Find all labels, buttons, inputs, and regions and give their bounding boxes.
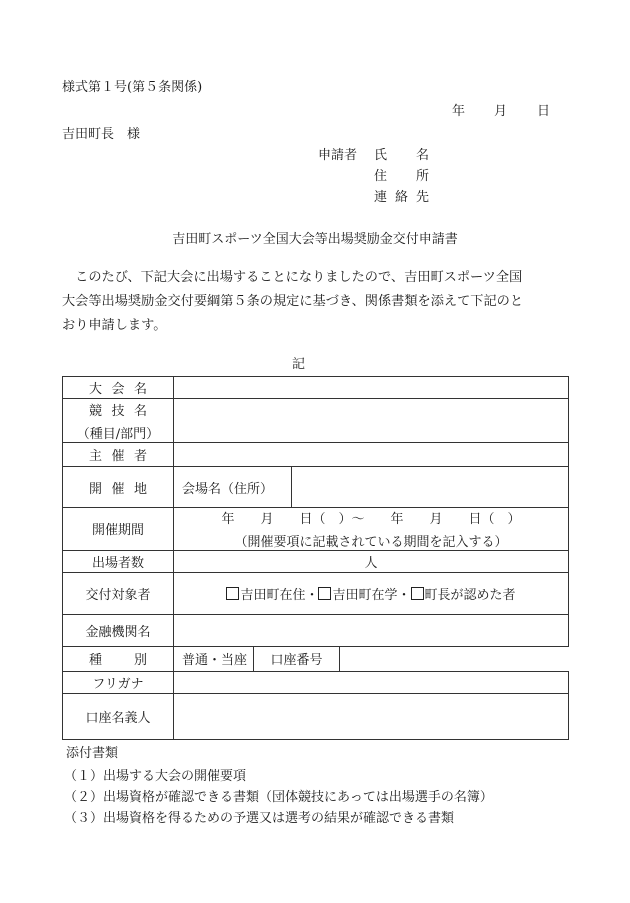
form-number: 様式第１号(第５条関係)	[62, 80, 203, 95]
row-organizer	[63, 443, 569, 467]
account-holder-field[interactable]	[174, 693, 569, 739]
contact-label-3: 先	[416, 190, 430, 205]
venue-address-field[interactable]	[292, 467, 569, 507]
name-label-1: 氏	[374, 148, 388, 163]
organizer-label: 主 催 者	[63, 443, 174, 467]
ki-label: 記	[292, 357, 306, 372]
row-target	[63, 573, 569, 615]
target-label: 交付対象者	[63, 573, 174, 615]
account-number-field[interactable]	[340, 647, 569, 671]
row-account-type	[63, 647, 569, 671]
option-student: 吉田町在学・	[332, 588, 411, 604]
period-field[interactable]	[174, 507, 569, 550]
addressee: 吉田町長 様	[62, 127, 141, 142]
sport-name-field[interactable]	[174, 399, 569, 443]
row-account-holder	[63, 693, 569, 739]
address-label-1: 住	[374, 169, 388, 184]
contact-label-2: 絡	[395, 190, 409, 205]
sport-sub-label: （種目/部門）	[76, 426, 160, 442]
participants-unit: 人	[364, 555, 378, 571]
attachment-item-2: （２）出場資格が確認できる書類（団体競技にあっては出場選手の名簿）	[64, 790, 493, 805]
bank-field[interactable]	[174, 615, 569, 647]
row-venue	[63, 467, 569, 507]
furigana-label: フリガナ	[63, 671, 174, 693]
date-year: 年	[452, 104, 466, 119]
participants-field[interactable]	[174, 550, 569, 572]
attachment-item-3: （３）出場資格を得るための予選又は選考の結果が確認できる書類	[64, 811, 455, 826]
target-options	[174, 573, 569, 615]
furigana-field[interactable]	[174, 671, 569, 693]
row-event-name	[63, 377, 569, 399]
intro-line: おり申請します。	[62, 318, 167, 333]
address-label-2: 所	[416, 169, 430, 184]
venue-name-label: 会場名（住所）	[174, 467, 292, 507]
contact-label-1: 連	[374, 190, 388, 205]
date-day: 日	[537, 104, 551, 119]
intro-paragraph	[62, 266, 570, 338]
checkbox-student[interactable]	[318, 587, 331, 600]
row-bank	[63, 615, 569, 647]
organizer-field[interactable]	[174, 443, 569, 467]
checkbox-resident[interactable]	[226, 587, 239, 600]
participants-label: 出場者数	[63, 550, 174, 572]
application-form-table	[62, 376, 569, 740]
name-label-2: 名	[416, 148, 430, 163]
document-title: 吉田町スポーツ全国大会等出場奨励金交付申請書	[172, 232, 458, 247]
venue-label: 開 催 地	[63, 467, 174, 507]
period-note: （開催要項に記載されている期間を記入する）	[234, 534, 508, 550]
account-holder-label: 口座名義人	[63, 693, 174, 739]
date-month: 月	[494, 104, 508, 119]
intro-line: 大会等出場奨励金交付要綱第５条の規定に基づき、関係書類を添えて下記のと	[62, 294, 524, 309]
account-type-value[interactable]: 普通・当座	[174, 647, 254, 671]
attachment-item-1: （１）出場する大会の開催要項	[64, 769, 247, 784]
row-participants	[63, 550, 569, 572]
checkbox-mayor-approved[interactable]	[411, 587, 424, 600]
sport-name-label: 競 技 名 （種目/部門）	[63, 399, 174, 443]
attachments-heading: 添付書類	[66, 746, 119, 761]
option-mayor-approved: 町長が認めた者	[424, 588, 516, 604]
row-period	[63, 507, 569, 550]
event-name-label: 大 会 名	[63, 377, 174, 399]
period-date-line: 年 月 日（ ）〜 年 月 日（ ）	[221, 511, 521, 527]
event-name-field[interactable]	[174, 377, 569, 399]
account-number-label: 口座番号	[254, 647, 340, 671]
bank-label: 金融機関名	[63, 615, 174, 647]
applicant-label: 申請者	[318, 148, 358, 163]
account-type-label: 種 別	[63, 647, 174, 671]
option-resident: 吉田町在住・	[240, 588, 319, 604]
intro-line: このたび、下記大会に出場することになりましたので、吉田町スポーツ全国	[62, 270, 523, 285]
period-label: 開催期間	[63, 507, 174, 550]
row-sport	[63, 399, 569, 443]
row-furigana	[63, 671, 569, 693]
